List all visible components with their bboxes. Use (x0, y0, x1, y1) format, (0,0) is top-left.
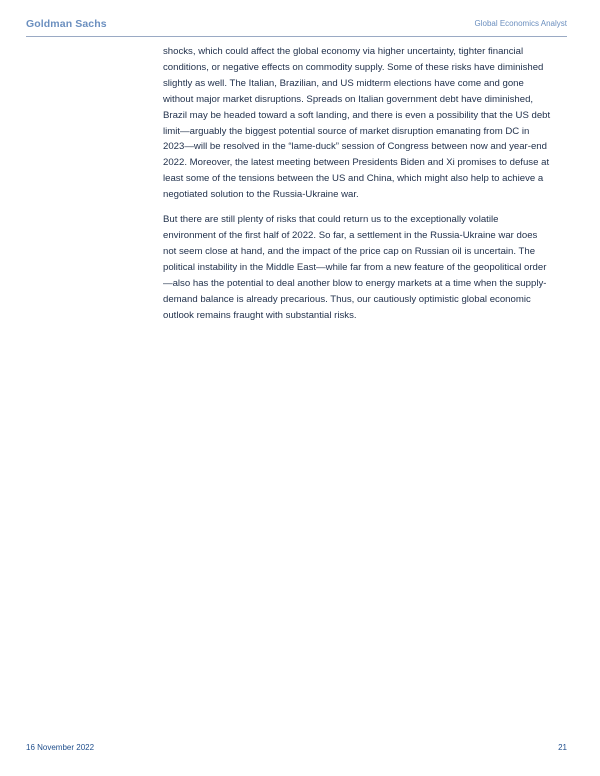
publication-title: Global Economics Analyst (474, 19, 567, 28)
footer-date: 16 November 2022 (26, 743, 95, 752)
body-paragraph: shocks, which could affect the global economy via higher uncertainty, tighter financial conditions, or negative effects on commodity supply. Some of these risks have diminished slightly as well. The Italian, Brazilian, and US midterm elections have come and gone without major market disruptions. Spreads on Italian government debt have diminished, Brazil may be headed toward a soft landing, and there is even a possibility that the US debt limit—arguably the biggest potential source of market disruption emanating from DC in 2023—will be resolved in the “lame-duck” session of Congress between now and year-end 2022. Moreover, the latest meeting between Presidents Biden and Xi promises to defuse at least some of the tensions between the US and China, which might also help to achieve a negotiated solution to the Russia-Ukraine war. (163, 46, 551, 201)
brand-logo-text: Goldman Sachs (26, 18, 107, 30)
body-paragraph: But there are still plenty of risks that could return us to the exceptionally volatile environment of the first half of 2022. So far, a settlement in the Russia-Ukraine war does not seem close at hand, and the impact of the price cap on Russian oil is uncertain. The political instability in the Middle East—while far from a new feature of the geopolitical order—also has the potential to deal another blow to energy markets at a time when the supply-demand balance is already precarious. Thus, our cautiously optimistic global economic outlook remains fraught with substantial risks. (163, 214, 547, 321)
header-divider (26, 36, 567, 37)
page-header (26, 18, 567, 34)
page-number: 21 (558, 743, 567, 752)
main-body (163, 44, 553, 332)
